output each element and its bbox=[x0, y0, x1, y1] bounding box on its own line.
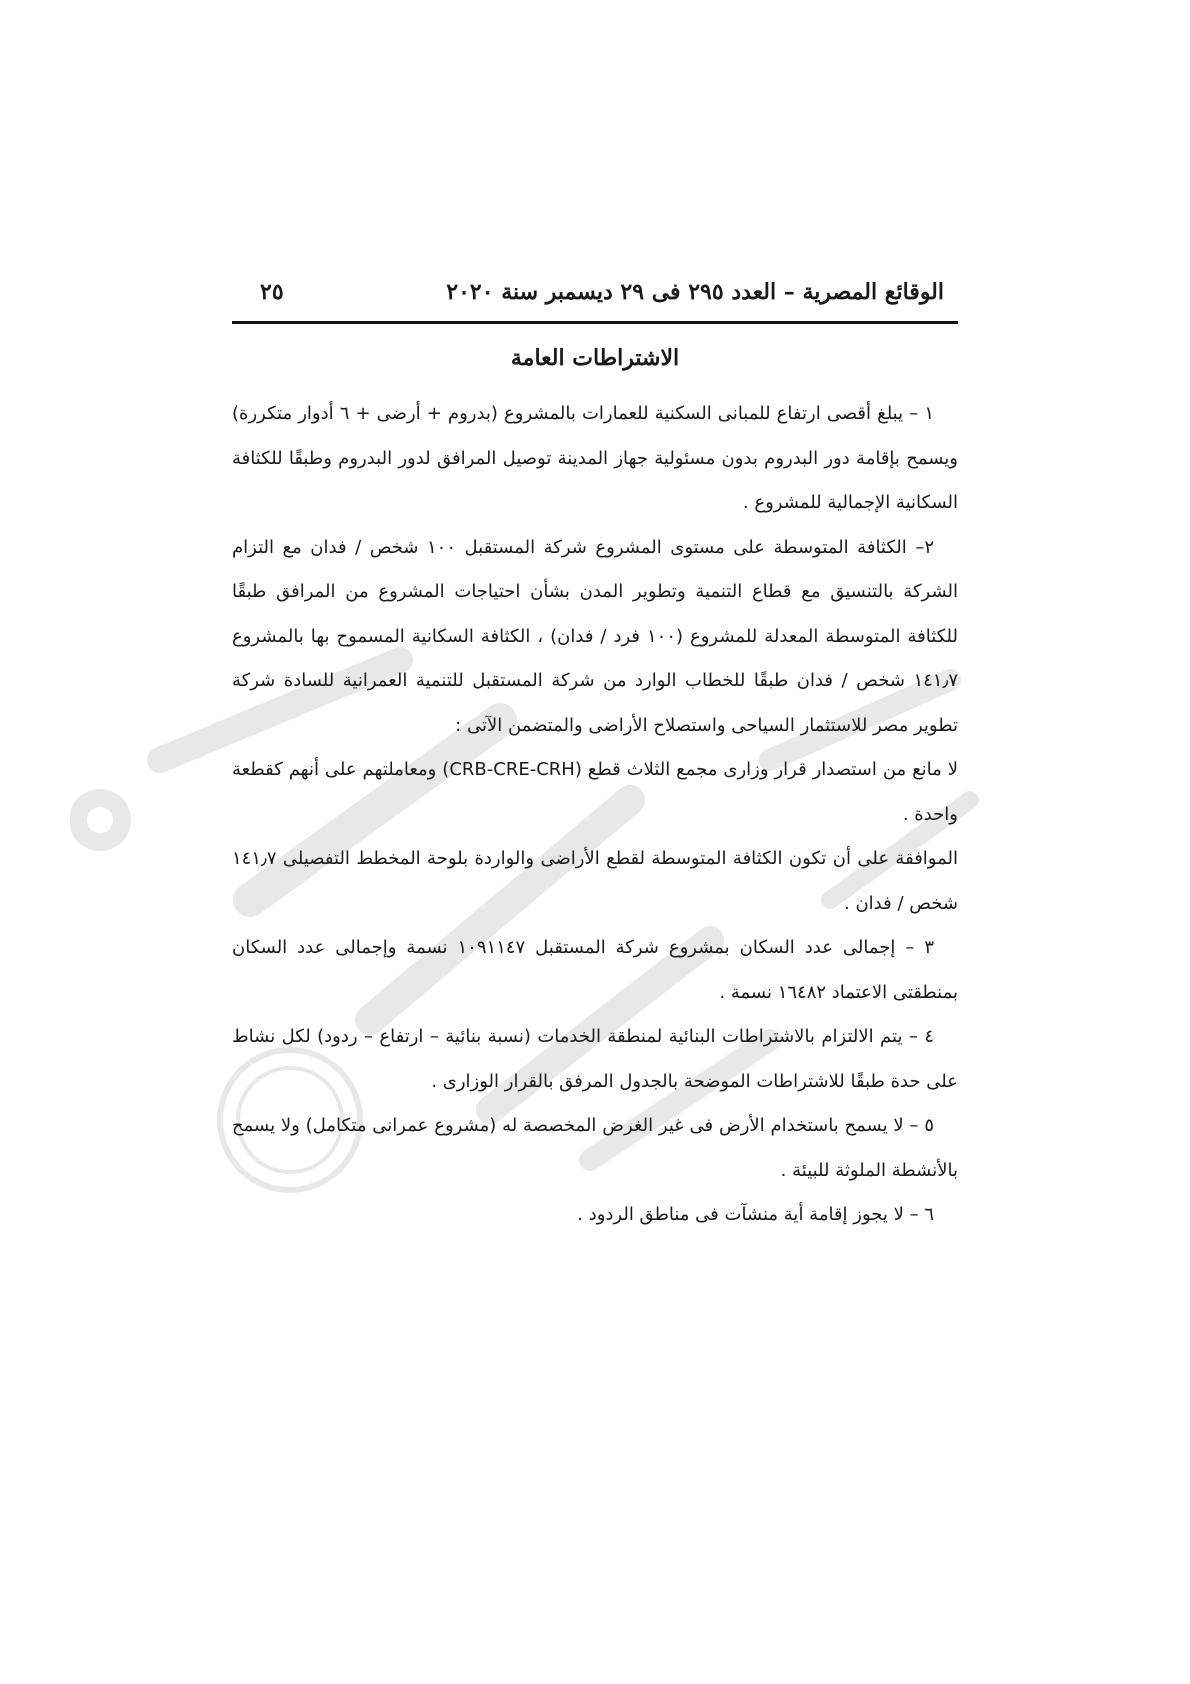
paragraph-2: ٢– الكثافة المتوسطة على مستوى المشروع شركة المستقبل ١٠٠ شخص / فدان مع التزام الشركة بالتنسيق مع قطاع التنمية وتطوير المدن بشأن احتياجات المشروع من المرافق طبقًا للكثافة المتوسطة المعدلة للمشروع (١٠٠ فرد / فدان) ، الكثافة السكانية المسموح بها بالمشروع ١٤١٫٧ شخص / فدان طبقًا للخطاب الوارد من شركة المستقبل للتنمية العمرانية للسادة شركة تطوير مصر للاستثمار السياحى واستصلاح الأراضى والمتضمن الآتى : bbox=[232, 536, 959, 736]
document-body bbox=[232, 392, 958, 1238]
paragraph-2a: لا مانع من استصدار قرار وزارى مجمع الثلاث قطع (CRB-CRE-CRH) ومعاملتهم على أنهم كقطعة واحدة . bbox=[232, 759, 958, 825]
paragraph-3: ٣ – إجمالى عدد السكان بمشروع شركة المستقبل ١٠٩١١٤٧ نسمة وإجمالى عدد السكان بمنطقتى الاعتماد ١٦٤٨٢ نسمة . bbox=[232, 937, 958, 1003]
page-header bbox=[232, 270, 958, 324]
paragraph-5: ٥ – لا يسمح باستخدام الأرض فى غير الغرض المخصصة له (مشروع عمرانى متكامل) ولا يسمح بالأنشطة الملوثة للبيئة . bbox=[232, 1115, 958, 1181]
page-number: ٢٥ bbox=[260, 278, 284, 305]
gazette-header-title: الوقائع المصرية – العدد ٢٩٥ فى ٢٩ ديسمبر سنة ٢٠٢٠ bbox=[446, 278, 944, 305]
section-title: الاشتراطات العامة bbox=[510, 345, 680, 371]
paragraph-6: ٦ – لا يجوز إقامة أية منشآت فى مناطق الردود . bbox=[577, 1204, 934, 1225]
paragraph-1: ١ – يبلغ أقصى ارتفاع للمبانى السكنية للعمارات بالمشروع (بدروم + أرضى + ٦ أدوار متكررة) ويسمح بإقامة دور البدروم بدون مسئولية جهاز المدينة توصيل المرافق لدور البدروم وطبقًا للكثافة السكانية الإجمالية للمشروع . bbox=[232, 403, 958, 513]
paragraph-4: ٤ – يتم الالتزام بالاشتراطات البنائية لمنطقة الخدمات (نسبة بنائية – ارتفاع – ردود) لكل نشاط على حدة طبقًا للاشتراطات الموضحة بالجدول المرفق بالقرار الوزارى . bbox=[232, 1026, 958, 1092]
paragraph-2b: الموافقة على أن تكون الكثافة المتوسطة لقطع الأراضى والواردة بلوحة المخطط التفصيلى ١٤١٫٧ شخص / فدان . bbox=[232, 848, 958, 914]
